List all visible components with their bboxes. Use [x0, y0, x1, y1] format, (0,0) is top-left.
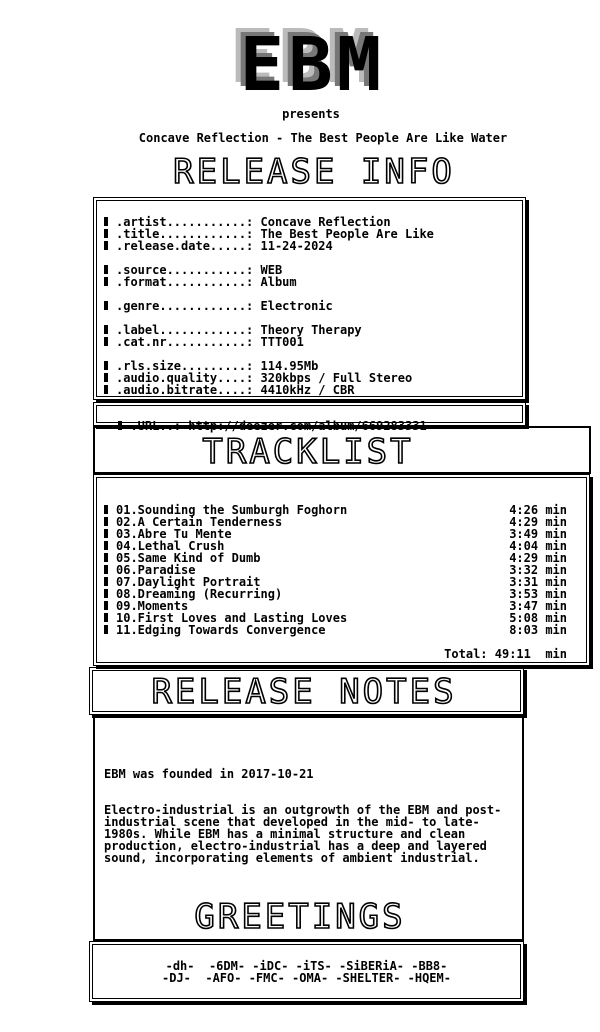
ebm-logo	[160, 22, 465, 108]
release-info-rows	[104, 216, 434, 396]
track-row	[104, 624, 567, 636]
info-key: .source...........:	[116, 263, 261, 277]
info-value: Electronic	[260, 299, 333, 313]
greetings-line-2: -DJ- -AFO- -FMC- -OMA- -SHELTER- -HQEM-	[162, 971, 451, 985]
track-title: 01.Sounding the Sumburgh Foghorn	[116, 503, 348, 517]
bullet-icon	[104, 337, 108, 346]
info-value: The Best People Are Like	[260, 227, 434, 241]
bullet-icon	[104, 217, 108, 226]
info-key: .audio.quality....:	[116, 371, 261, 385]
bullet-icon	[104, 577, 108, 586]
bullet-icon	[104, 541, 108, 550]
bullet-icon	[104, 553, 108, 562]
track-length: 3:47 min	[509, 599, 567, 613]
track-length: 3:53 min	[509, 587, 567, 601]
tracklist-total: Total: 49:11 min	[444, 647, 567, 661]
bullet-icon	[104, 265, 108, 274]
info-value: WEB	[260, 263, 283, 277]
track-title: 10.First Loves and Lasting Loves	[116, 611, 348, 625]
bullet-icon	[104, 385, 108, 394]
info-value: TTT001	[260, 335, 304, 349]
heading-release-notes: RELEASE NOTES	[151, 672, 457, 712]
bullet-icon	[104, 613, 108, 622]
bullet-icon	[104, 325, 108, 334]
logo-text: EBM	[239, 22, 386, 108]
info-row	[104, 300, 434, 312]
heading-tracklist: TRACKLIST	[202, 432, 414, 472]
bullet-icon	[104, 241, 108, 250]
info-key: .format...........:	[116, 275, 261, 289]
presents-label: presents	[282, 107, 340, 121]
info-row	[104, 276, 434, 288]
bullet-icon	[104, 301, 108, 310]
info-row	[104, 240, 434, 252]
info-value: Album	[260, 275, 297, 289]
bullet-icon	[104, 277, 108, 286]
info-value: Theory Therapy	[260, 323, 362, 337]
bullet-icon	[104, 565, 108, 574]
info-key: .genre............:	[116, 299, 261, 313]
founded-text: EBM was founded in 2017-10-21	[104, 767, 314, 781]
bullet-icon	[104, 529, 108, 538]
url-text: .URL..: http://deezer.com/album/669283331	[130, 419, 427, 433]
track-length: 4:29 min	[509, 515, 567, 529]
info-key: .title............:	[116, 227, 261, 241]
heading-greetings: GREETINGS	[194, 897, 406, 937]
track-title: 05.Same Kind of Dumb	[116, 551, 261, 565]
track-length: 3:49 min	[509, 527, 567, 541]
track-length: 3:32 min	[509, 563, 567, 577]
bullet-icon	[104, 625, 108, 634]
info-key: .rls.size.........:	[116, 359, 261, 373]
info-value: 11-24-2024	[260, 239, 333, 253]
info-value: 114.95Mb	[260, 359, 319, 373]
track-title: 06.Paradise	[116, 563, 196, 577]
bullet-icon	[104, 361, 108, 370]
info-key: .audio.bitrate....:	[116, 383, 261, 397]
track-length: 5:08 min	[509, 611, 567, 625]
bullet-icon	[104, 601, 108, 610]
bullet-icon	[104, 229, 108, 238]
info-value: Concave Reflection	[260, 215, 391, 229]
track-length: 8:03 min	[509, 623, 567, 637]
info-row	[104, 384, 434, 396]
track-title: 11.Edging Towards Convergence	[116, 623, 326, 637]
track-length: 4:26 min	[509, 503, 567, 517]
track-list	[104, 504, 567, 636]
release-line: Concave Reflection - The Best People Are Like Water	[138, 131, 508, 145]
bullet-icon	[104, 373, 108, 382]
track-title: 03.Abre Tu Mente	[116, 527, 232, 541]
track-length: 4:04 min	[509, 539, 567, 553]
info-value: 320kbps / Full Stereo	[260, 371, 413, 385]
bullet-icon	[104, 589, 108, 598]
track-length: 4:29 min	[509, 551, 567, 565]
info-key: .artist...........:	[116, 215, 261, 229]
notes-description: Electro-industrial is an outgrowth of the EBM and post-industrial scene that developed in the mid- to late-1980s. While EBM has a minimal structure and clean production, electro-industrial has a deep and layered sound, incorporating elements of ambient industrial.	[104, 803, 502, 865]
bullet-icon	[104, 517, 108, 526]
bullet-icon	[104, 505, 108, 514]
info-value: 4410kHz / CBR	[260, 383, 355, 397]
track-title: 08.Dreaming (Recurring)	[116, 587, 283, 601]
track-title: 09.Moments	[116, 599, 189, 613]
track-title: 02.A Certain Tenderness	[116, 515, 283, 529]
track-title: 04.Lethal Crush	[116, 539, 225, 553]
info-row	[104, 336, 434, 348]
track-length: 3:31 min	[509, 575, 567, 589]
track-title: 07.Daylight Portrait	[116, 575, 261, 589]
info-key: .label............:	[116, 323, 261, 337]
greetings-line-1: -dh- -6DM- -iDC- -iTS- -SiBERiA- -BB8-	[165, 959, 448, 973]
info-key: .cat.nr...........:	[116, 335, 261, 349]
info-key: .release.date.....:	[116, 239, 261, 253]
heading-release-info: RELEASE INFO	[173, 152, 455, 192]
